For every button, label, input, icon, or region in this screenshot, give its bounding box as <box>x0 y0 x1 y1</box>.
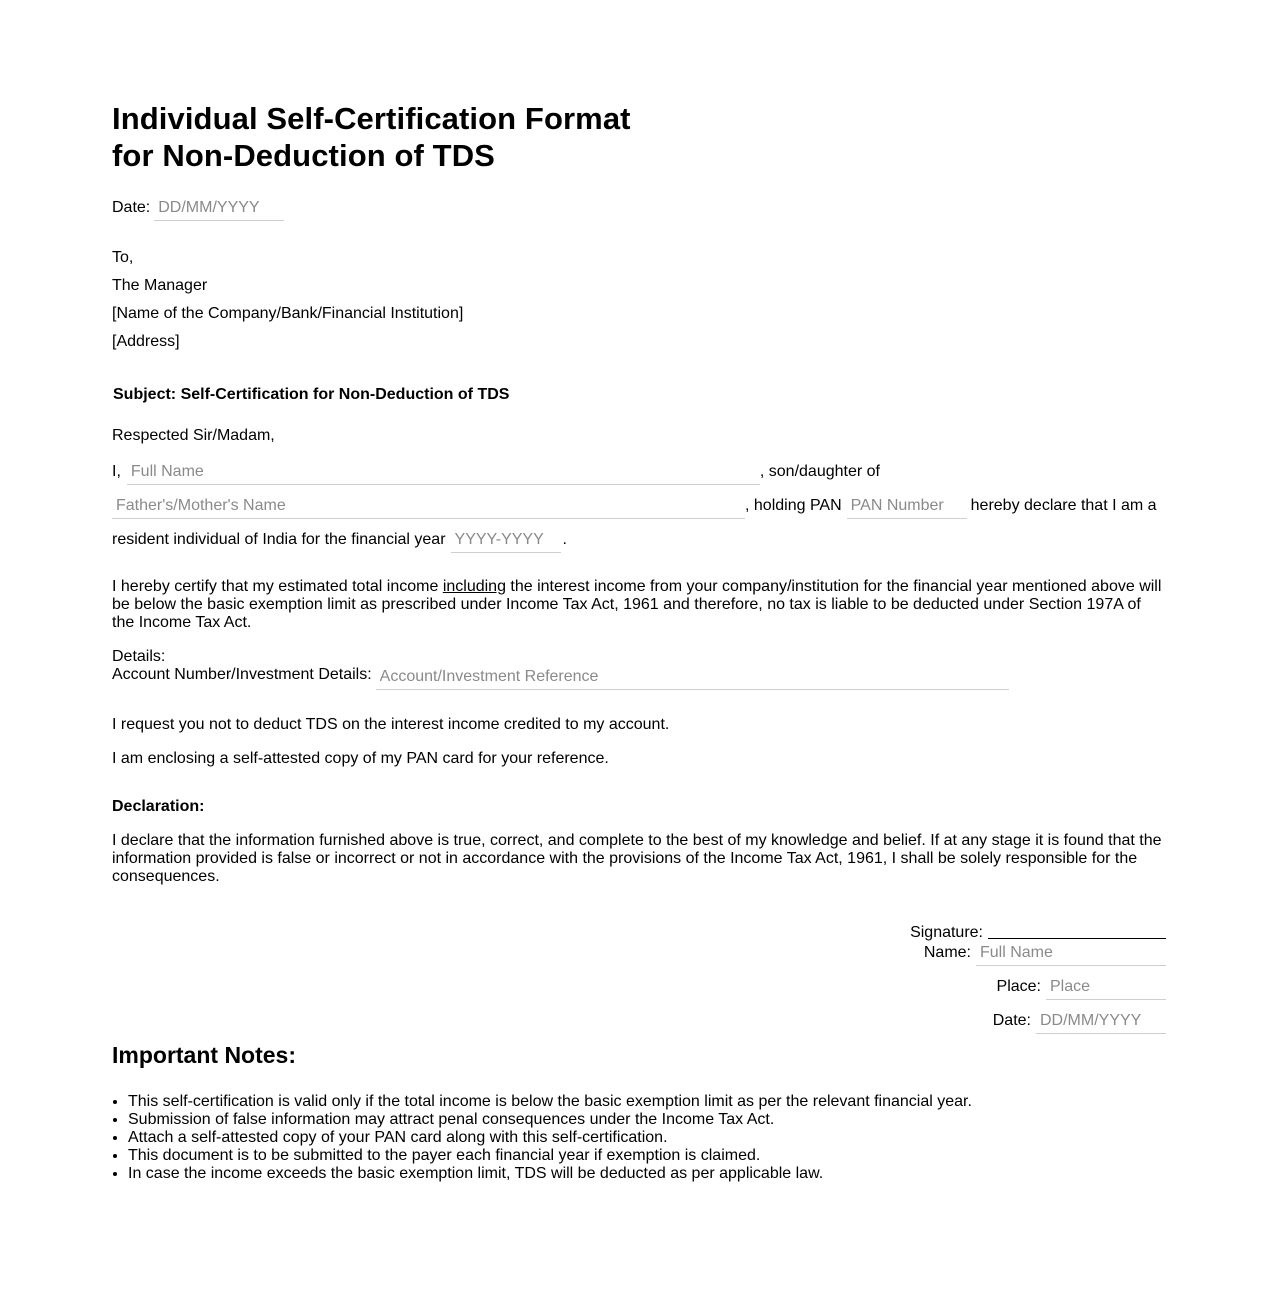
signature-line[interactable] <box>988 919 1166 939</box>
title-line-1: Individual Self-Certification Format <box>112 101 631 136</box>
resident-text: resident individual of India for the financial year <box>112 531 446 548</box>
declaration-line-2 <box>112 495 1166 519</box>
holding-pan-text: , holding PAN <box>745 497 842 514</box>
full-name-input[interactable] <box>127 461 760 485</box>
certify-underlined-word: including <box>442 578 506 595</box>
note-item: • In case the income exceeds the basic exemption limit, TDS will be deducted as per applicable law. <box>128 1165 1166 1183</box>
account-input[interactable] <box>376 666 1009 690</box>
salutation: Respected Sir/Madam, <box>112 427 275 444</box>
signature-date-label: Date: <box>992 1012 1031 1029</box>
i-prefix: I, <box>112 463 121 480</box>
declaration-line-3 <box>112 529 1166 553</box>
signature-place-input[interactable] <box>1046 976 1166 1000</box>
important-notes-title: Important Notes: <box>112 1042 296 1068</box>
note-item: • This self-certification is valid only if the total income is below the basic exemption limit as per the relevant financial year. <box>128 1093 1166 1111</box>
hereby-declare-text: hereby declare that I am a <box>970 497 1157 514</box>
signature-place-label: Place: <box>996 978 1041 995</box>
details-heading: Details: <box>112 648 166 665</box>
request-line: I request you not to deduct TDS on the interest income credited to my account. <box>112 716 670 733</box>
address-company: [Name of the Company/Bank/Financial Institution] <box>112 305 464 322</box>
certify-paragraph <box>112 578 1166 632</box>
signature-date-input[interactable] <box>1036 1010 1166 1034</box>
address-line: [Address] <box>112 333 180 350</box>
page-title <box>112 100 1166 174</box>
account-row <box>112 666 1166 690</box>
note-item: • Attach a self-attested copy of your PAN card along with this self-certification. <box>128 1129 1166 1147</box>
address-recipient: The Manager <box>112 277 208 294</box>
declaration-heading: Declaration: <box>112 798 205 815</box>
financial-year-input[interactable] <box>451 529 561 553</box>
date-input[interactable] <box>154 197 284 221</box>
recipient-address <box>112 244 1166 356</box>
document-page <box>112 100 1166 1183</box>
signature-block <box>112 919 1166 1034</box>
details-section <box>112 648 1166 690</box>
certify-text-after: the interest income from your company/institution for the financial year mentioned above will be below the basic exemption limit as prescribed under Income Tax Act, 1961 and therefore, no tax is liable to be deducted under Section 197A of the Income Tax Act. <box>112 578 1162 631</box>
address-to: To, <box>112 249 134 266</box>
signature-place-row <box>997 976 1166 1000</box>
enclosure-line: I am enclosing a self-attested copy of my PAN card for your reference. <box>112 750 609 767</box>
signature-label: Signature: <box>910 924 983 941</box>
important-notes-list <box>112 1093 1166 1183</box>
date-row <box>112 197 1166 221</box>
note-item: • Submission of false information may attract penal consequences under the Income Tax Act. <box>128 1111 1166 1129</box>
subject-line: Subject: Self-Certification for Non-Deduction of TDS <box>113 386 510 403</box>
signature-name-row <box>924 942 1166 966</box>
title-line-2: for Non-Deduction of TDS <box>112 138 495 173</box>
son-daughter-of-text: , son/daughter of <box>759 463 880 480</box>
date-label: Date: <box>112 199 151 216</box>
declaration-text: I declare that the information furnished above is true, correct, and complete to the best of my knowledge and belief. If at any stage it is found that the information provided is false or incorrect or not in accordance with the provisions of the Income Tax Act, 1961, I shall be solely responsible for the consequences. <box>112 832 1162 885</box>
declaration-line-1 <box>112 461 1166 485</box>
certify-text-before: I hereby certify that my estimated total income <box>112 578 443 595</box>
signature-row <box>910 919 1166 942</box>
signature-date-row <box>993 1010 1166 1034</box>
parent-name-input[interactable] <box>112 495 745 519</box>
signature-name-input[interactable] <box>976 942 1166 966</box>
pan-number-input[interactable] <box>847 495 967 519</box>
note-item: • This document is to be submitted to the payer each financial year if exemption is claimed. <box>128 1147 1166 1165</box>
account-label: Account Number/Investment Details: <box>112 666 372 683</box>
period-text: . <box>562 531 567 548</box>
signature-name-label: Name: <box>923 944 971 961</box>
